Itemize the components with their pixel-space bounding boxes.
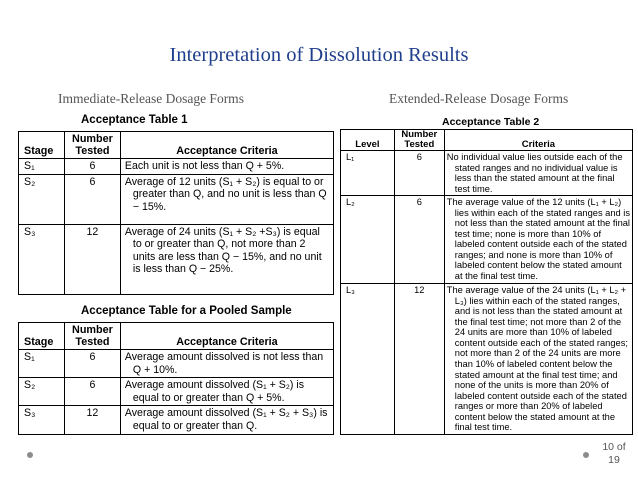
number-cell: 6 — [64, 378, 120, 406]
page-number-line-2: 19 — [608, 454, 620, 466]
criteria-text: Average amount dissolved (S₁ + S₂ + S₃) is equal to or greater than Q. — [124, 407, 328, 432]
pooled-sample-table-caption: Acceptance Table for a Pooled Sample — [81, 305, 292, 317]
column-header-number-tested: Number Tested — [64, 132, 120, 159]
acceptance-table-1-caption: Acceptance Table 1 — [81, 114, 188, 126]
table-header-row — [341, 130, 633, 151]
criteria-cell — [120, 378, 333, 406]
number-cell: 12 — [64, 224, 120, 294]
stage-cell: S₂ — [19, 174, 65, 224]
table-row — [341, 284, 633, 435]
table-row — [19, 378, 334, 406]
criteria-text: Average of 12 units (S₁ + S₂) is equal to or greater than Q, and no unit is less than Q − 15%. — [124, 175, 327, 213]
footer-dot-left — [27, 452, 33, 458]
level-cell: L₂ — [341, 196, 395, 284]
number-cell: 12 — [64, 406, 120, 434]
column-header-acceptance-criteria: Acceptance Criteria — [120, 323, 333, 350]
page-number-line-1: 10 of — [602, 441, 626, 453]
criteria-cell — [120, 350, 333, 378]
acceptance-table-2 — [340, 129, 633, 435]
table-row — [19, 159, 334, 175]
criteria-cell — [120, 174, 333, 224]
criteria-cell — [444, 151, 632, 196]
column-header-acceptance-criteria: Acceptance Criteria — [120, 132, 333, 159]
stage-cell: S₃ — [19, 406, 65, 434]
level-cell: L₁ — [341, 151, 395, 196]
criteria-text: Average of 24 units (S₁ + S₂ +S₃) is equal to or greater than Q, not more than 2 units are less than Q − 15%, and no unit is less than Q − 25%. — [124, 225, 322, 276]
criteria-cell — [120, 406, 333, 434]
table-row — [341, 151, 633, 196]
stage-cell: S₁ — [19, 159, 65, 175]
criteria-cell — [444, 284, 632, 435]
number-cell: 6 — [394, 151, 444, 196]
table-row — [341, 196, 633, 284]
column-header-number-tested: Number Tested — [394, 130, 444, 151]
column-header-criteria: Criteria — [444, 130, 632, 151]
slide-title: Interpretation of Dissolution Results — [169, 44, 469, 66]
column-header-stage: Stage — [19, 132, 65, 159]
stage-cell: S₃ — [19, 224, 65, 294]
acceptance-table-1 — [18, 131, 334, 295]
footer-dot-right — [583, 452, 589, 458]
number-cell: 6 — [64, 159, 120, 175]
immediate-release-heading: Immediate-Release Dosage Forms — [58, 91, 244, 106]
extended-release-heading: Extended-Release Dosage Forms — [389, 91, 569, 106]
table-row — [19, 174, 334, 224]
page-number — [598, 441, 630, 467]
table-header-row — [19, 132, 334, 159]
criteria-cell — [444, 196, 632, 284]
level-cell: L₃ — [341, 284, 395, 435]
criteria-text: No individual value lies outside each of the stated ranges and no individual value is less than the stated amount at the final test time. — [446, 152, 623, 194]
number-cell: 12 — [394, 284, 444, 435]
acceptance-table-2-caption: Acceptance Table 2 — [442, 116, 540, 128]
stage-cell: S₁ — [19, 350, 65, 378]
table-row — [19, 406, 334, 434]
criteria-text: Average amount dissolved is not less than Q + 10%. — [124, 351, 324, 376]
column-header-number-tested: Number Tested — [64, 323, 120, 350]
number-cell: 6 — [394, 196, 444, 284]
criteria-cell — [120, 159, 333, 175]
criteria-text: Each unit is not less than Q + 5%. — [124, 160, 285, 172]
number-cell: 6 — [64, 350, 120, 378]
number-cell: 6 — [64, 174, 120, 224]
column-header-stage: Stage — [19, 323, 65, 350]
table-header-row — [19, 323, 334, 350]
stage-cell: S₂ — [19, 378, 65, 406]
criteria-text: Average amount dissolved (S₁ + S₂) is equal to or greater than Q + 5%. — [124, 379, 305, 404]
criteria-cell — [120, 224, 333, 294]
column-header-level: Level — [341, 130, 395, 151]
criteria-text: The average value of the 24 units (L₁ + L₂ + L₃) lies within each of the stated ranges, and is not less than the stated amount at the final test time; not more than 2 of the 24 units are more than 10% of labeled content outside each of the stated ranges; not more than 2 of the 24 units are more than 10% of labeled content below the stated amount at the final test time; and none of the units is more than 20% of labeled content outside each of the stated ranges or more than 20% of labeled content below the stated amount at the final test time. — [446, 285, 628, 433]
table-row — [19, 350, 334, 378]
pooled-sample-table — [18, 322, 334, 435]
table-row — [19, 224, 334, 294]
criteria-text: The average value of the 12 units (L₁ + L₂) lies within each of the stated ranges and is not less than the stated amount at the final test time; none is more than 10% of labeled content outside each of the stated ranges; and none is more than 10% of labeled content below the stated amount at the final test time. — [446, 197, 630, 282]
